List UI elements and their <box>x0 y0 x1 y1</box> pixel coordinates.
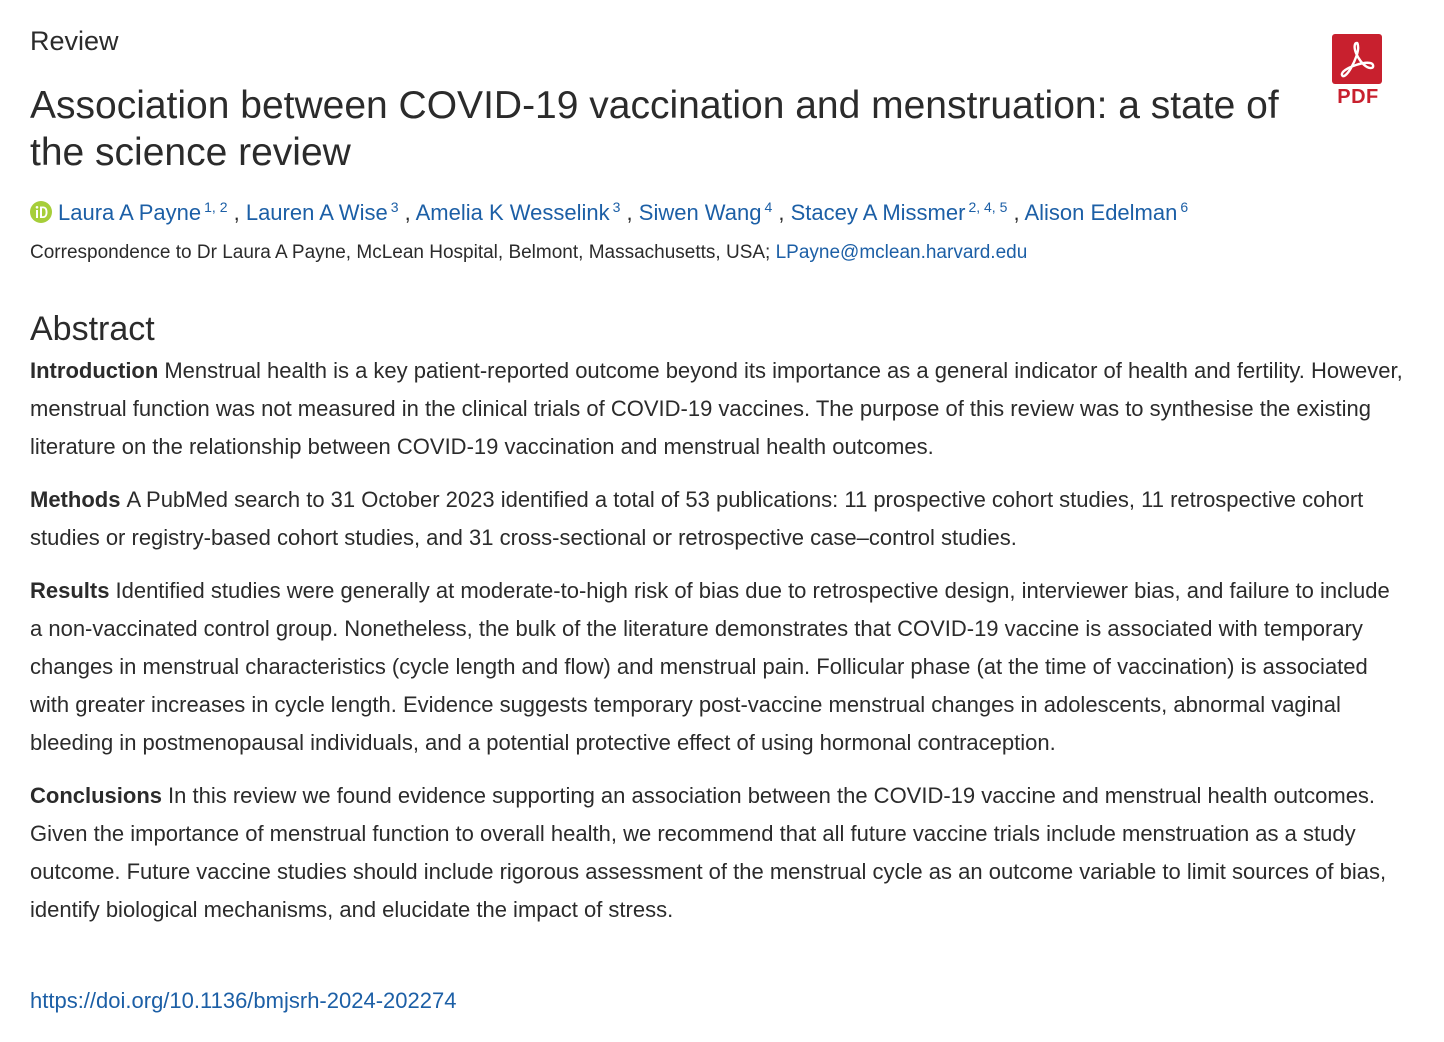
author-affiliations: 1, 2 <box>204 199 228 215</box>
author-link[interactable] <box>639 200 772 225</box>
author-link[interactable] <box>246 200 399 225</box>
author-affiliations: 6 <box>1180 199 1189 215</box>
author-affiliations: 3 <box>612 199 621 215</box>
section-text: Menstrual health is a key patient-reported outcome beyond its importance as a general indicator of health and fertility. However, menstrual function was not measured in the clinical trials of COVID-19 vaccines. The purpose of this review was to synthesise the existing literature on the relationship between COVID-19 vaccination and menstrual health outcomes. <box>30 358 1403 459</box>
section-label: Results <box>30 578 110 603</box>
author-separator: , <box>398 200 416 225</box>
section-label: Methods <box>30 487 121 512</box>
abstract-section-conclusions <box>30 777 1406 929</box>
author-name: Laura A Payne <box>58 200 202 225</box>
section-text: In this review we found evidence supporting an association between the COVID-19 vaccine and menstrual health outcomes. Given the importance of menstrual function to overall health, we recommend that all future vaccine trials include menstruation as a study outcome. Future vaccine studies should include rigorous assessment of the menstrual cycle as an outcome variable to limit sources of bias, identify biological mechanisms, and elucidate the impact of stress. <box>30 783 1387 922</box>
pdf-download-link[interactable] <box>1332 34 1384 109</box>
author-name: Amelia K Wesselink <box>415 200 610 225</box>
author-separator: , <box>620 200 639 225</box>
author-list <box>30 199 1188 226</box>
pdf-label: PDF <box>1337 86 1379 108</box>
author-name: Lauren A Wise <box>245 200 388 225</box>
abstract-body <box>30 352 1406 944</box>
correspondence <box>30 242 1027 264</box>
correspondence-text: Correspondence to Dr Laura A Payne, McLean Hospital, Belmont, Massachusetts, USA; <box>30 242 771 263</box>
pdf-icon <box>1332 34 1382 84</box>
article-type: Review <box>30 26 119 56</box>
author-affiliations: 2, 4, 5 <box>968 199 1008 215</box>
author-name: Stacey A Missmer <box>790 200 966 225</box>
abstract-section-introduction <box>30 352 1406 466</box>
section-label: Conclusions <box>30 783 163 808</box>
orcid-icon[interactable] <box>30 201 52 223</box>
abstract-section-results <box>30 572 1406 762</box>
author-separator: , <box>227 200 246 225</box>
author-separator: , <box>772 200 791 225</box>
author-link[interactable] <box>416 200 621 225</box>
author-affiliations: 3 <box>390 199 399 215</box>
author-link[interactable] <box>791 200 1008 225</box>
section-text: Identified studies were generally at moderate-to-high risk of bias due to retrospective design, interviewer bias, and failure to include a non-vaccinated control group. Nonetheless, the bulk of the literature demonstrates that COVID-19 vaccine is associated with temporary changes in menstrual characteristics (cycle length and flow) and menstrual pain. Follicular phase (at the time of vaccination) is associated with greater increases in cycle length. Evidence suggests temporary post-vaccine menstrual changes in adolescents, abnormal vaginal bleeding in postmenopausal individuals, and a potential protective effect of using hormonal contraception. <box>30 578 1390 755</box>
author-link[interactable] <box>1024 200 1188 225</box>
abstract-section-methods <box>30 481 1406 557</box>
author-separator: , <box>1007 200 1025 225</box>
section-label: Introduction <box>30 358 159 383</box>
author-link[interactable] <box>58 200 227 225</box>
author-name: Alison Edelman <box>1024 200 1178 225</box>
section-text: A PubMed search to 31 October 2023 identified a total of 53 publications: 11 prospective cohort studies, 11 retrospective cohort studies or registry-based cohort studies, and 31 cross-sectional or retrospective case–control studies. <box>30 487 1364 550</box>
article-title: Association between COVID-19 vaccination and menstruation: a state of the science review <box>30 84 1279 174</box>
correspondence-email-link[interactable]: LPayne@mclean.harvard.edu <box>775 242 1028 263</box>
author-name: Siwen Wang <box>638 200 762 225</box>
doi-link[interactable]: https://doi.org/10.1136/bmjsrh-2024-202274 <box>30 988 457 1013</box>
abstract-heading: Abstract <box>30 310 155 348</box>
author-affiliations: 4 <box>764 199 773 215</box>
